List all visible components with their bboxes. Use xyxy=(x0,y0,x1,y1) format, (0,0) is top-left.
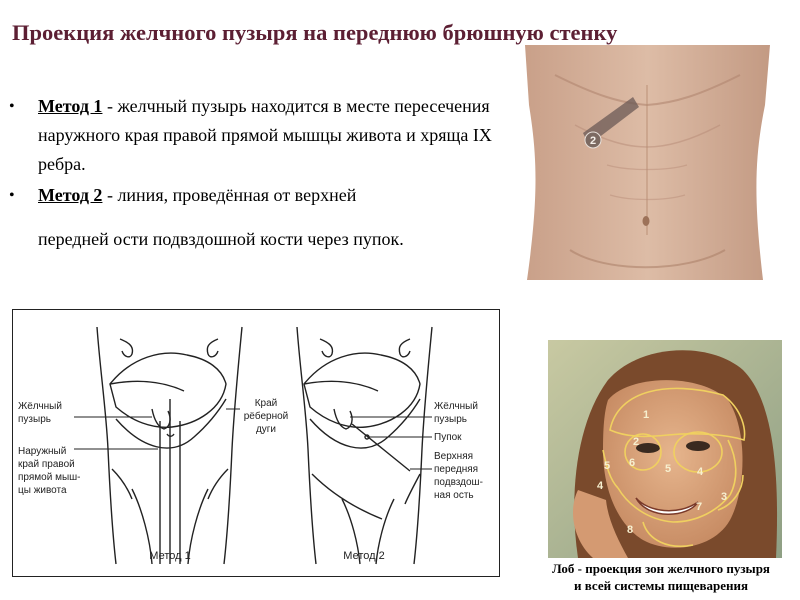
svg-text:4: 4 xyxy=(596,480,604,492)
method-1-label: Метод 1 xyxy=(38,96,103,116)
face-zones-photo xyxy=(548,340,782,558)
svg-text:7: 7 xyxy=(695,501,703,513)
method-2-item xyxy=(0,181,505,254)
svg-text:Жёлчныйпузырь: Жёлчный пузырь xyxy=(434,401,478,425)
svg-text:Пупок: Пупок xyxy=(434,432,462,443)
face-caption xyxy=(520,560,800,594)
svg-text:1: 1 xyxy=(642,409,650,421)
method-2-text: линия, проведённая от верхней xyxy=(117,185,357,205)
svg-text:2: 2 xyxy=(632,436,640,448)
svg-text:5: 5 xyxy=(603,460,611,472)
torso-marker-label: 2 xyxy=(589,135,597,147)
bullet-icon: • xyxy=(9,98,15,115)
method-2-label: Метод 2 xyxy=(38,185,103,205)
svg-text:5: 5 xyxy=(664,463,672,475)
svg-text:Жёлчныйпузырь: Жёлчный пузырь xyxy=(18,401,62,425)
svg-text:6: 6 xyxy=(628,457,636,469)
method-2-text-line2: передней ости подвздошной кости через пупок. xyxy=(38,229,404,249)
method-1-item xyxy=(0,92,505,179)
svg-text:Верхняяпередняяподвздош-ная ос: Верхняя передняя подвздош-ная ость xyxy=(434,451,483,501)
svg-text:Наружныйкрай правойпрямой мыш-: Наружный край правой прямой мыш-цы живота xyxy=(18,446,81,496)
svg-text:4: 4 xyxy=(696,466,704,478)
svg-text:3: 3 xyxy=(720,491,728,503)
svg-text:Крайрёбернойдуги: Край рёберной дуги xyxy=(243,398,289,435)
torso-photo xyxy=(515,45,780,280)
method-1-text: желчный пузырь находится в месте пересечения наружного края правой прямой мышцы живота и хряща IX ребра. xyxy=(38,96,492,174)
bullet-icon: • xyxy=(9,187,15,204)
anatomy-diagram xyxy=(12,309,500,577)
face-caption-line1: Лоб - проекция зон желчного пузыря xyxy=(552,561,770,576)
method-2-caption: Метод 2 xyxy=(343,550,385,562)
method-list xyxy=(0,92,505,254)
face-caption-line2: и всей системы пищеварения xyxy=(573,578,749,593)
method-1-caption: Метод 1 xyxy=(149,550,191,562)
method-1-separator: - xyxy=(102,96,118,116)
slide-title: Проекция желчного пузыря на переднюю брюшную стенку xyxy=(12,20,618,45)
svg-text:8: 8 xyxy=(626,524,634,536)
method-2-separator: - xyxy=(102,185,118,205)
